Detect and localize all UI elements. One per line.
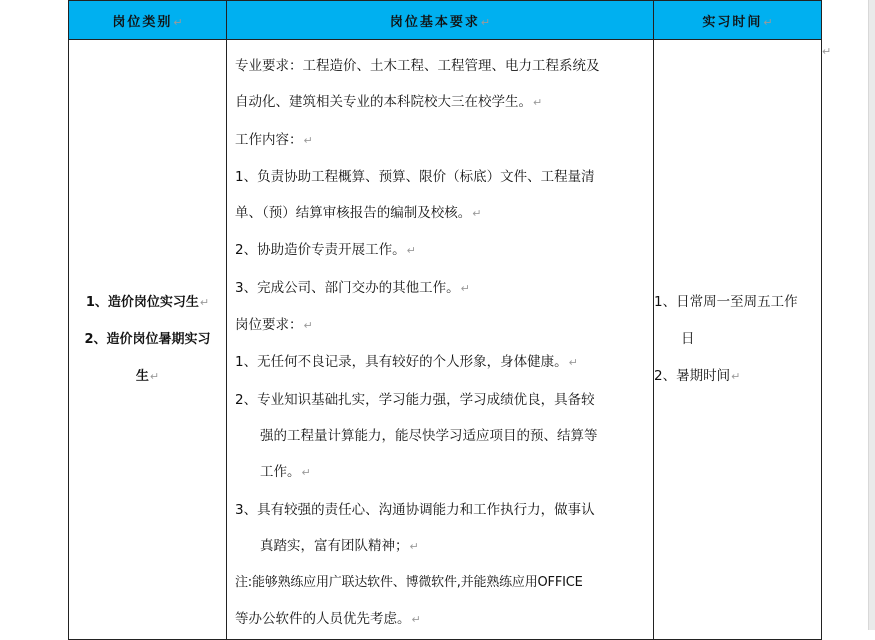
req-line: 2、协助造价专责开展工作。↵ (235, 242, 416, 259)
req-line: 专业要求：工程造价、土木工程、工程管理、电力工程系统及 (235, 58, 600, 74)
header-category[interactable]: 岗位类别↵ (69, 1, 227, 40)
internship-table (68, 0, 822, 640)
header-requirements[interactable]: 岗位基本要求↵ (227, 1, 654, 40)
page-gutter (868, 0, 875, 630)
category-line-3: 生↵ (135, 368, 160, 384)
category-line-1: 1、造价岗位实习生↵ (85, 294, 210, 310)
category-line-2: 2、造价岗位暑期实习 (84, 331, 211, 347)
time-line-1: 1、日常周一至周五工作 (654, 293, 798, 310)
header-time[interactable]: 实习时间↵ (654, 1, 822, 40)
header-row (69, 1, 822, 40)
req-line: 2、专业知识基础扎实，学习能力强，学习成绩优良，具备较 (235, 391, 595, 408)
req-line: 工作。↵ (260, 464, 311, 481)
time-line-2: 日 (681, 330, 695, 347)
requirements-cell[interactable] (227, 40, 654, 640)
req-line: 真踏实，富有团队精神；↵ (260, 537, 419, 554)
req-line: 3、具有较强的责任心、沟通协调能力和工作执行力，做事认 (235, 501, 595, 518)
req-line: 3、完成公司、部门交办的其他工作。↵ (235, 279, 470, 296)
req-line: 岗位要求：↵ (235, 317, 313, 334)
req-line: 自动化、建筑相关专业的本科院校大三在校学生。↵ (235, 94, 543, 111)
time-cell[interactable] (654, 40, 822, 640)
req-line: 强的工程量计算能力，能尽快学习适应项目的预、结算等 (260, 427, 598, 444)
req-line: 单、（预）结算审核报告的编制及校核。↵ (235, 205, 482, 222)
content-row (69, 40, 822, 640)
row-end-mark: ↵ (822, 45, 832, 58)
req-line: 1、无任何不良记录，具有较好的个人形象，身体健康。↵ (235, 354, 578, 371)
req-line: 1、负责协助工程概算、预算、限价（标底）文件、工程量清 (235, 168, 595, 185)
time-line-3: 2、暑期时间↵ (654, 367, 741, 384)
req-note-line: 注:能够熟练应用广联达软件、博微软件,并能熟练应用OFFICE (235, 575, 583, 591)
req-line: 等办公软件的人员优先考虑。↵ (235, 611, 421, 628)
category-cell[interactable] (69, 40, 227, 640)
req-line: 工作内容：↵ (235, 131, 313, 148)
